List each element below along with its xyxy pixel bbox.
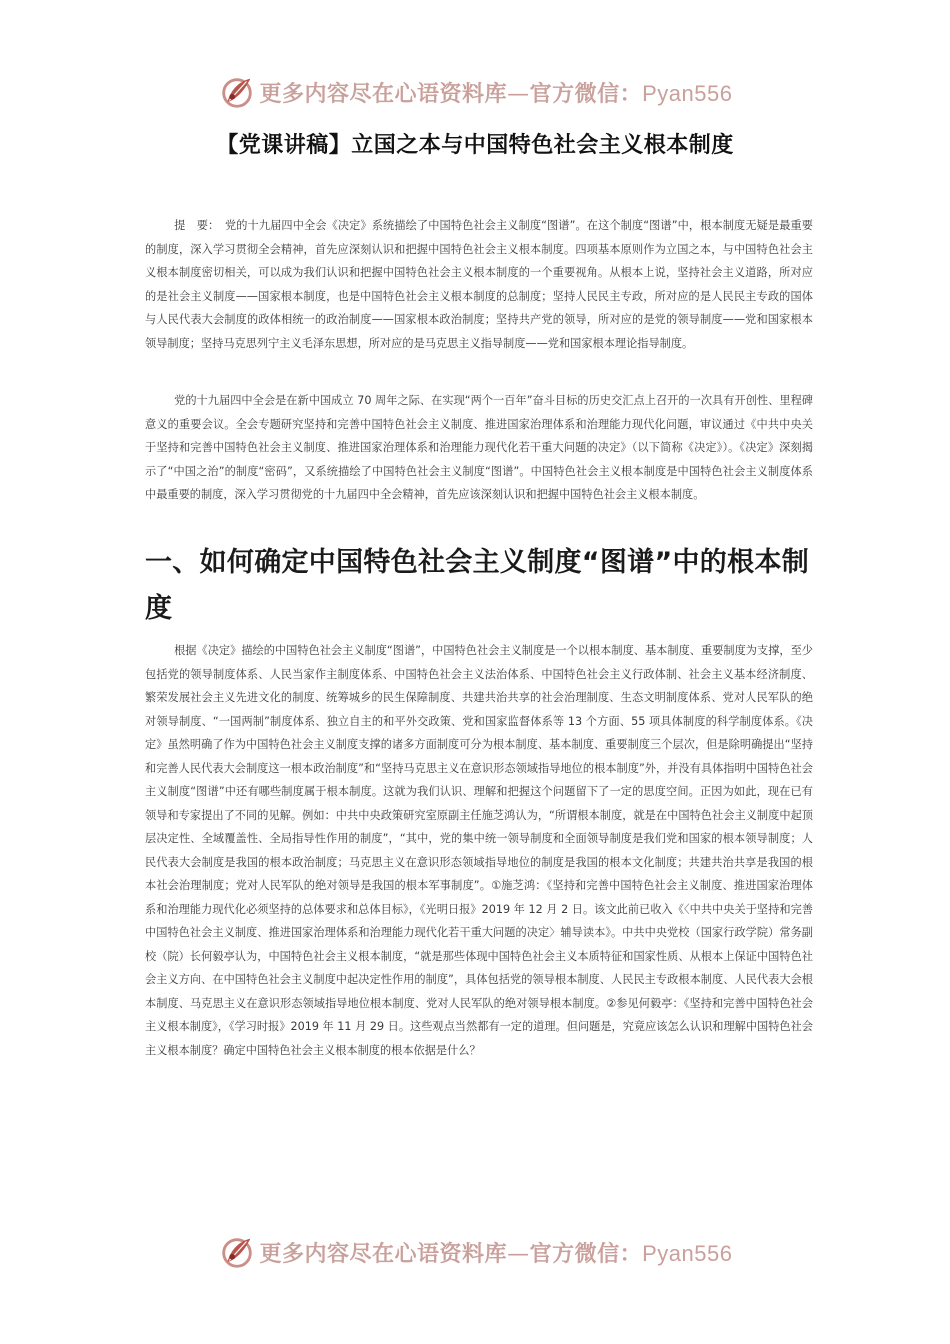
abstract-section [145, 214, 813, 355]
abstract-paragraph: 提 要： 党的十九届四中全会《决定》系统描绘了中国特色社会主义制度“图谱”。在这个制度“图谱”中，根本制度无疑是最重要的制度，深入学习贯彻全会精神，首先应深刻认识和把握中国特色社会主义根本制度。四项基本原则作为立国之本，与中国特色社会主义根本制度密切相关，可以成为我们认识和把握中国特色社会主义根本制度的一个重要视角。从根本上说，坚持社会主义道路，所对应的是社会主义制度——国家根本制度，也是中国特色社会主义根本制度的总制度；坚持人民民主专政，所对应的是人民民主专政的国体与人民代表大会制度的政体相统一的政治制度——国家根本政治制度；坚持共产党的领导，所对应的是党的领导制度——党和国家根本领导制度；坚持马克思列宁主义毛泽东思想，所对应的是马克思主义指导制度——党和国家根本理论指导制度。 [145, 219, 813, 350]
header-watermark-banner [0, 70, 950, 114]
banner-dash: — [507, 81, 530, 107]
intro-section [145, 389, 813, 507]
banner-wechat-id: Pyan556 [642, 1240, 733, 1266]
leaf-seal-logo-icon [218, 73, 256, 111]
banner-main-text: 更多内容尽在心语资料库 [259, 81, 508, 107]
leaf-seal-logo-icon [218, 1233, 256, 1271]
banner-label-text: 官方微信： [529, 1241, 643, 1267]
section-heading-1: 一、如何确定中国特色社会主义制度“图谱”中的根本制度 [145, 547, 809, 624]
section-1-body [145, 639, 813, 1062]
document-title: 【党课讲稿】立国之本与中国特色社会主义根本制度 [216, 133, 734, 158]
body-paragraph: 根据《决定》描绘的中国特色社会主义制度“图谱”，中国特色社会主义制度是一个以根本制度、基本制度、重要制度为支撑，至少包括党的领导制度体系、人民当家作主制度体系、中国特色社会主义法治体系、中国特色社会主义行政体制、社会主义基本经济制度、繁荣发展社会主义先进文化的制度、统筹城乡的民生保障制度、共建共治共享的社会治理制度、生态文明制度体系、党对人民军队的绝对领导制度、“一国两制”制度体系、独立自主的和平外交政策、党和国家监督体系等 13 个方面、55 项具体制度的科学制度体系。《决定》虽然明确了作为中国特色社会主义制度支撑的诸多方面制度可分为根本制度、基本制度、重要制度三个层次，但是除明确提出“坚持和完善人民代表大会制度这一根本政治制度”和“坚持马克思主义在意识形态领域指导地位的根本制度”外，并没有具体指明中国特色社会主义制度“图谱”中还有哪些制度属于根本制度。这就为我们认识、理解和把握这个问题留下了一定的思度空间。正因为如此，现在已有领导和专家提出了不同的见解。例如：中共中央政策研究室原副主任施芝鸿认为，“所谓根本制度，就是在中国特色社会主义制度中起顶层决定性、全域覆盖性、全局指导性作用的制度”，“其中，党的集中统一领导制度和全面领导制度是我们党和国家的根本领导制度；人民代表大会制度是我国的根本政治制度；马克思主义在意识形态领域指导地位的制度是我国的根本文化制度；共建共治共享是我国的根本社会治理制度；党对人民军队的绝对领导是我国的根本军事制度”。①施芝鸿：《坚持和完善中国特色社会主义制度、推进国家治理体系和治理能力现代化必须坚持的总体要求和总体目标》，《光明日报》2019 年 12 月 2 日。该文此前已收入《〈中共中央关于坚持和完善中国特色社会主义制度、推进国家治理体系和治理能力现代化若干重大问题的决定〉辅导读本》。中共中央党校（国家行政学院）常务副校（院）长何毅亭认为，中国特色社会主义根本制度，“就是那些体现中国特色社会主义本质特征和国家性质、从根本上保证中国特色社会主义方向、在中国特色社会主义制度中起决定性作用的制度”，具体包括党的领导根本制度、人民民主专政根本制度、人民代表大会根本制度、马克思主义在意识形态领域指导地位根本制度、党对人民军队的绝对领导根本制度。②参见何毅亭：《坚持和完善中国特色社会主义根本制度》，《学习时报》2019 年 11 月 29 日。这些观点当然都有一定的道理。但问题是，究竟应该怎么认识和理解中国特色社会主义根本制度？确定中国特色社会主义根本制度的根本依据是什么？ [145, 644, 813, 1057]
banner-dash: — [507, 1241, 530, 1267]
banner-main-text: 更多内容尽在心语资料库 [259, 1241, 508, 1267]
intro-paragraph: 党的十九届四中全会是在新中国成立 70 周年之际、在实现“两个一百年”奋斗目标的历史交汇点上召开的一次具有开创性、里程碑意义的重要会议。全会专题研究坚持和完善中国特色社会主义制度、推进国家治理体系和治理能力现代化问题，审议通过《中共中央关于坚持和完善中国特色社会主义制度、推进国家治理体系和治理能力现代化若干重大问题的决定》（以下简称《决定》）。《决定》深刻揭示了“中国之治”的制度“密码”，又系统描绘了中国特色社会主义制度“图谱”。中国特色社会主义根本制度是中国特色社会主义制度体系中最重要的制度，深入学习贯彻党的十九届四中全会精神，首先应该深刻认识和把握中国特色社会主义根本制度。 [145, 394, 813, 501]
banner-wechat-id: Pyan556 [642, 80, 733, 106]
banner-label-text: 官方微信： [529, 81, 643, 107]
footer-watermark-banner [0, 1230, 950, 1274]
